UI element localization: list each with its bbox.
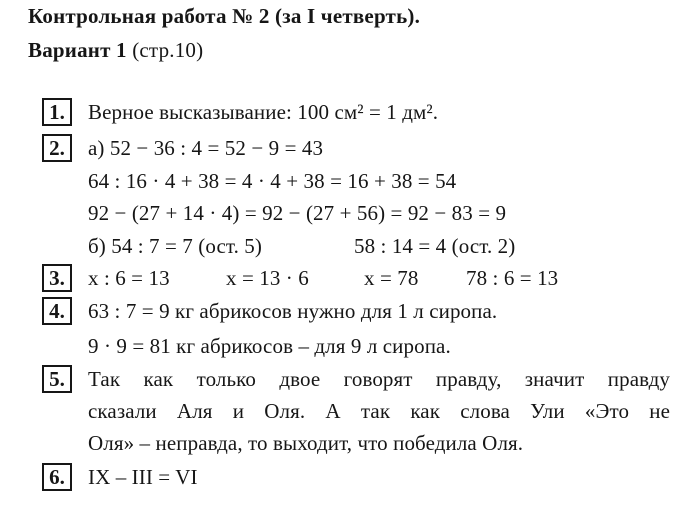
task-2-line-1: а) 52 − 36 : 4 = 52 − 9 = 43 — [88, 136, 324, 160]
task-2-line-4: б) 54 : 7 = 7 (ост. 5) — [88, 234, 262, 258]
task-6-line-1: IX – III = VI — [88, 465, 198, 489]
task-5-line-1: Так как только двое говорят правду, значит правду — [88, 367, 670, 391]
task-5-line-3: Оля» – неправда, то выходит, что победила Оля. — [88, 431, 524, 455]
task-3-number: 3. — [42, 264, 72, 292]
task-6-number: 6. — [42, 463, 72, 491]
task-4-number: 4. — [42, 297, 72, 325]
variant-heading — [28, 38, 203, 63]
task-3-part-4: 78 : 6 = 13 — [466, 266, 559, 290]
task-5-number: 5. — [42, 365, 72, 393]
task-4-line-2: 9 · 9 = 81 кг абрикосов – для 9 л сиропа. — [88, 334, 451, 358]
task-1-line-1: Верное высказывание: 100 см² = 1 дм². — [88, 100, 439, 124]
task-2-line-3: 92 − (27 + 14 · 4) = 92 − (27 + 56) = 92 − 83 = 9 — [88, 201, 507, 225]
worksheet-title: Контрольная работа № 2 (за I четверть). — [28, 4, 421, 28]
task-2-line-5: 58 : 14 = 4 (ост. 2) — [354, 234, 516, 258]
task-3-part-1: x : 6 = 13 — [88, 266, 170, 290]
variant-label: Вариант 1 — [28, 38, 127, 62]
task-3-part-3: x = 78 — [364, 266, 419, 290]
task-5-line-2: сказали Аля и Оля. А так как слова Ули «Это не — [88, 399, 670, 423]
task-3-part-2: x = 13 · 6 — [226, 266, 309, 290]
task-2-number: 2. — [42, 134, 72, 162]
task-1-number: 1. — [42, 98, 72, 126]
task-2-line-2: 64 : 16 · 4 + 38 = 4 · 4 + 38 = 16 + 38 = 54 — [88, 169, 457, 193]
variant-pages: (стр.10) — [132, 38, 204, 62]
task-4-line-1: 63 : 7 = 9 кг абрикосов нужно для 1 л сиропа. — [88, 299, 498, 323]
